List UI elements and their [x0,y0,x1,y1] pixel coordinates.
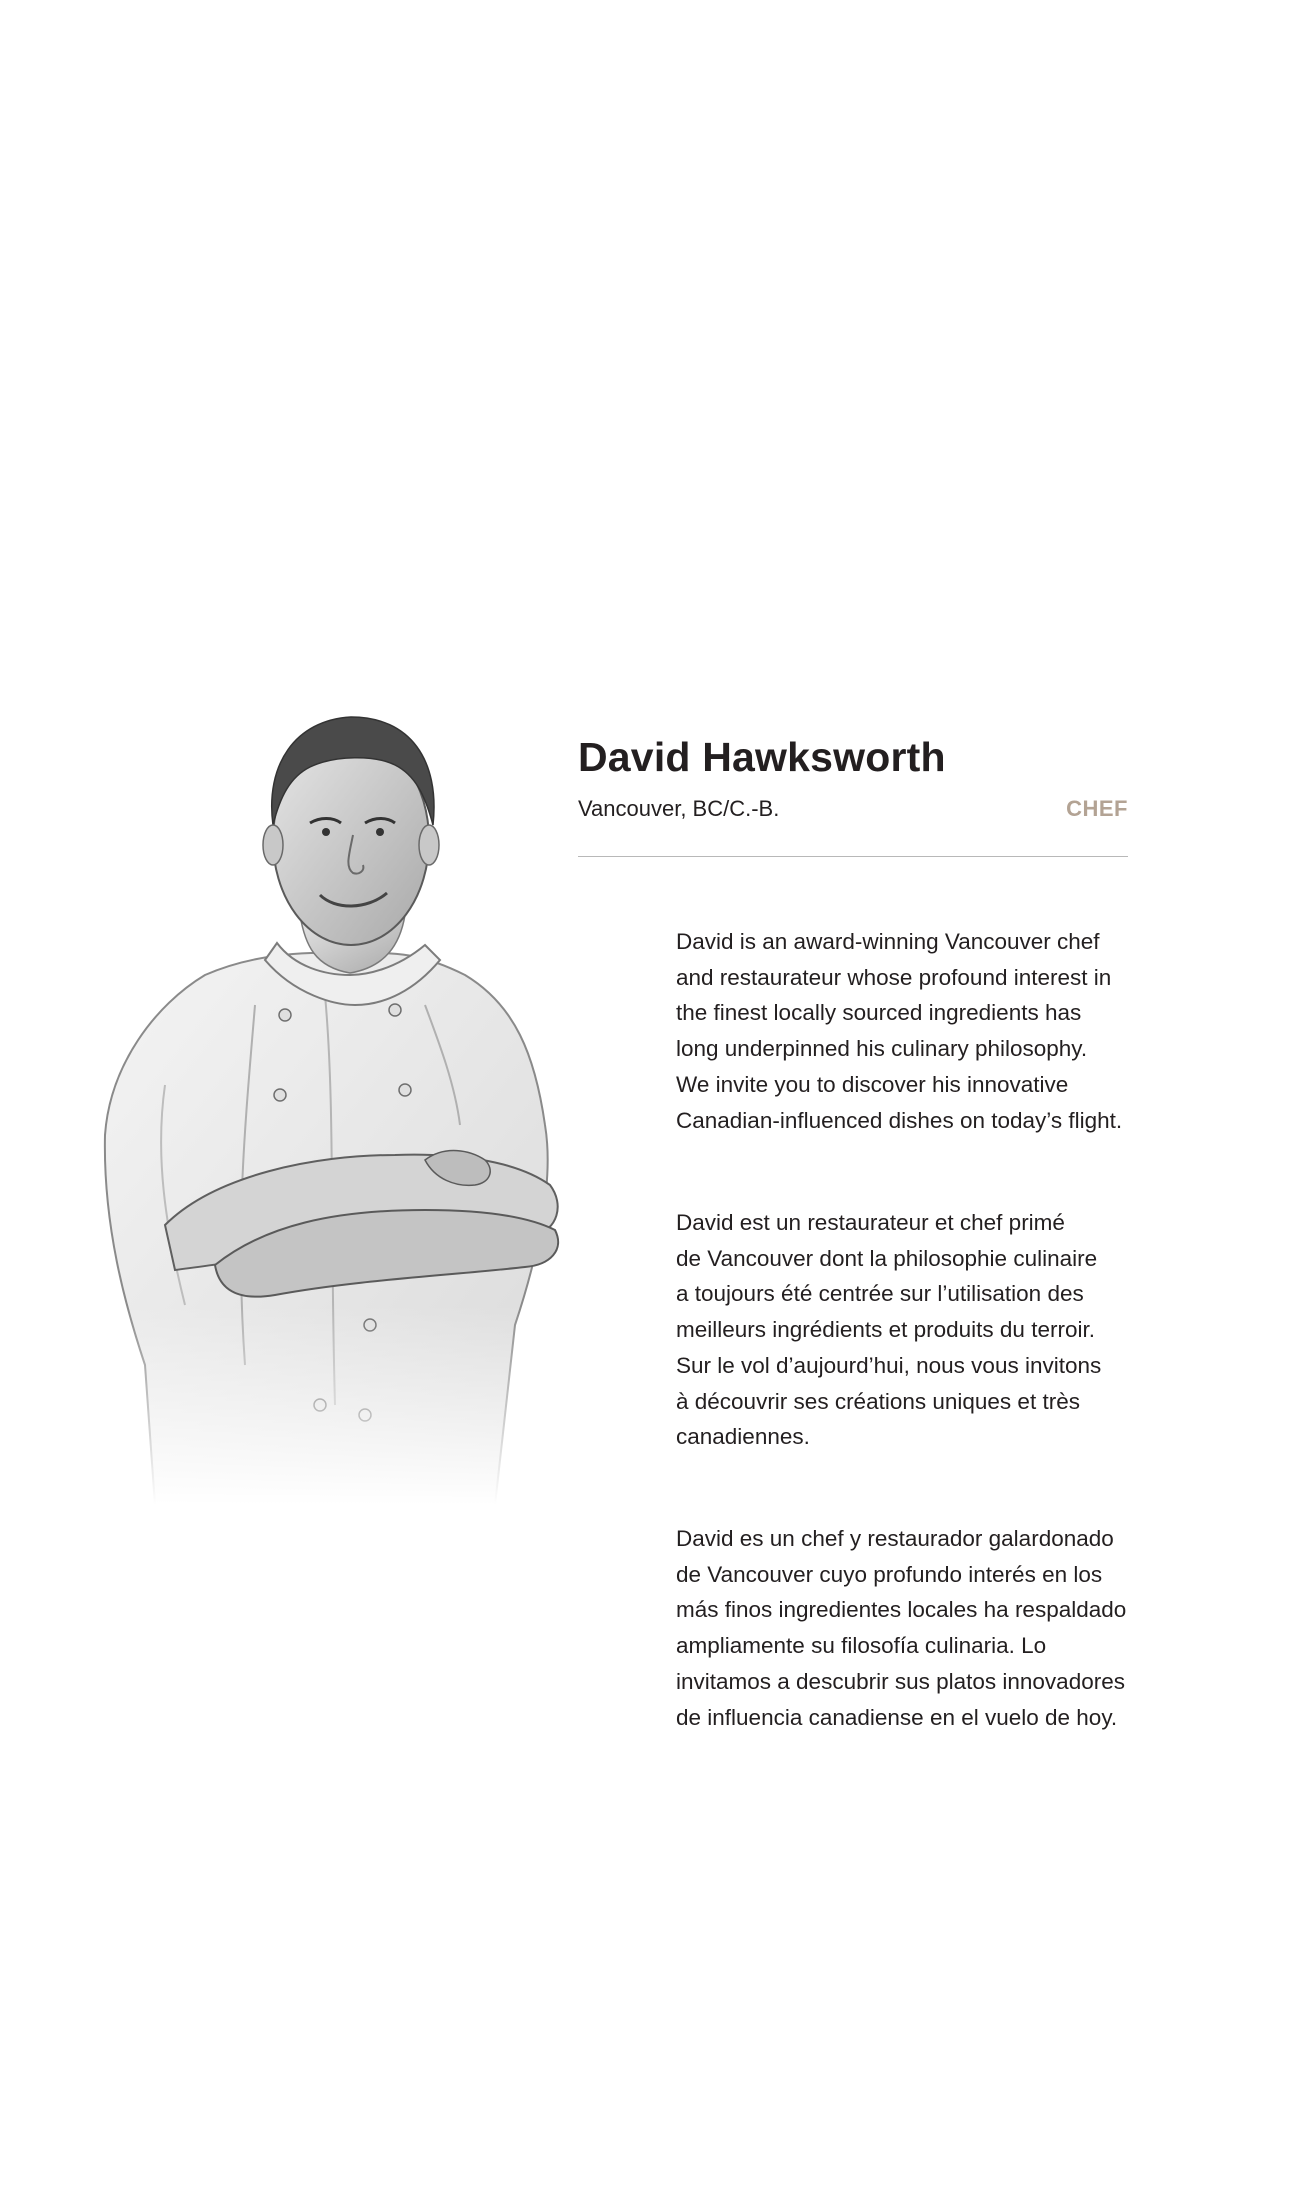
chef-portrait-illustration [95,705,605,1505]
bio-spanish: David es un chef y restaurador galardonado de Vancouver cuyo profundo interés en los más finos ingredientes locales ha respaldado ampliamente su filosofía culinaria. Lo invitamos a descubrir sus platos innovadores de influencia canadiense en el vuelo de hoy. [676,1526,1127,1730]
chef-header [578,735,1128,857]
chef-name: David Hawksworth [578,734,946,780]
header-divider [578,856,1128,857]
chef-subrow [578,796,1128,822]
bio-french: David est un restaurateur et chef primé de Vancouver dont la philosophie culinaire a toujours été centrée sur l’utilisation des meilleurs ingrédients et produits du terroir. Sur le vol d’aujourd’hui, nous vous invitons à découvrir ses créations uniques et très canadiennes. [676,1210,1102,1450]
bio-english: David is an award-winning Vancouver chef and restaurateur whose profound interest in the finest locally sourced ingredients has long underpinned his culinary philosophy. We invite you to discover his innovative Canadian-influenced dishes on today’s flight. [676,929,1123,1133]
chef-role-label: CHEF [1066,796,1128,822]
chef-location: Vancouver, BC/C.-B. [578,796,780,822]
chef-portrait-svg [95,705,605,1505]
